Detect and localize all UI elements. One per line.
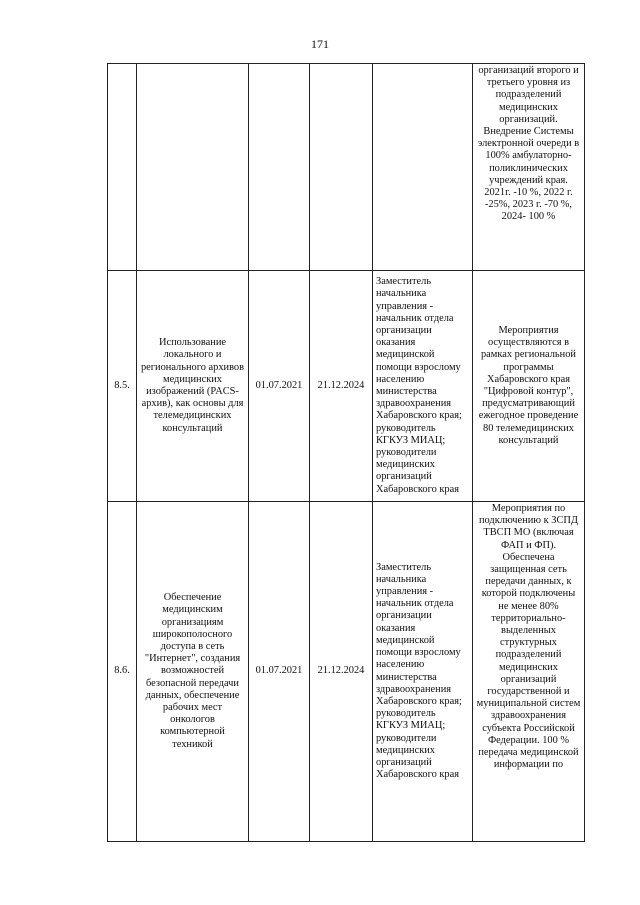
page-number: 171 bbox=[311, 37, 329, 51]
table-row bbox=[108, 502, 585, 842]
start-date bbox=[249, 64, 310, 271]
expected-result: Мероприятия осуществляются в рамках региональной программы Хабаровского края "Цифровой контур", предусматривающий ежегодное проведение 80 телемедицинских консультаций bbox=[473, 271, 585, 502]
start-date: 01.07.2021 bbox=[249, 271, 310, 502]
end-date: 21.12.2024 bbox=[310, 271, 373, 502]
end-date: 21.12.2024 bbox=[310, 502, 373, 842]
end-date bbox=[310, 64, 373, 271]
activity-name: Использование локального и регионального архивов медицинских изображений (PACS-архив), как основы для телемедицинских консультаций bbox=[137, 271, 249, 502]
activities-table bbox=[107, 63, 585, 842]
row-number bbox=[108, 64, 137, 271]
expected-result: Мероприятия по подключению к ЗСПД ТВСП МО (включая ФАП и ФП). Обеспечена защищенная сеть передачи данных, к которой подключены не менее 80% территориально-выделенных структурных подразделений медицинских организаций государственной и муниципальной систем здравоохранения субъекта Российской Федерации. 100 % передача медицинской информации по bbox=[473, 502, 585, 842]
activity-name: Обеспечение медицинским организациям широкополосного доступа в сеть "Интернет", создания возможностей безопасной передачи данных, обеспечение рабочих мест онкологов компьютерной техникой bbox=[137, 502, 249, 842]
activity-name bbox=[137, 64, 249, 271]
start-date: 01.07.2021 bbox=[249, 502, 310, 842]
expected-result: организаций второго и третьего уровня из подразделений медицинских организаций. Внедрение Системы электронной очереди в 100% амбулаторно-поликлинических учреждений края. 2021г. -10 %, 2022 г. -25%, 2023 г. -70 %, 2024- 100 % bbox=[473, 64, 585, 271]
responsible bbox=[373, 64, 473, 271]
row-number: 8.6. bbox=[108, 502, 137, 842]
responsible: Заместитель начальника управления - начальник отдела организации оказания медицинской помощи взрослому населению министерства здравоохранения Хабаровского края; руководитель КГКУЗ МИАЦ; руководители медицинских организаций Хабаровского края bbox=[373, 271, 473, 502]
table-row bbox=[108, 271, 585, 502]
table-row bbox=[108, 64, 585, 271]
row-number: 8.5. bbox=[108, 271, 137, 502]
responsible: Заместитель начальника управления - начальник отдела организации оказания медицинской помощи взрослому населению министерства здравоохранения Хабаровского края; руководитель КГКУЗ МИАЦ; руководители медицинских организаций Хабаровского края bbox=[373, 502, 473, 842]
